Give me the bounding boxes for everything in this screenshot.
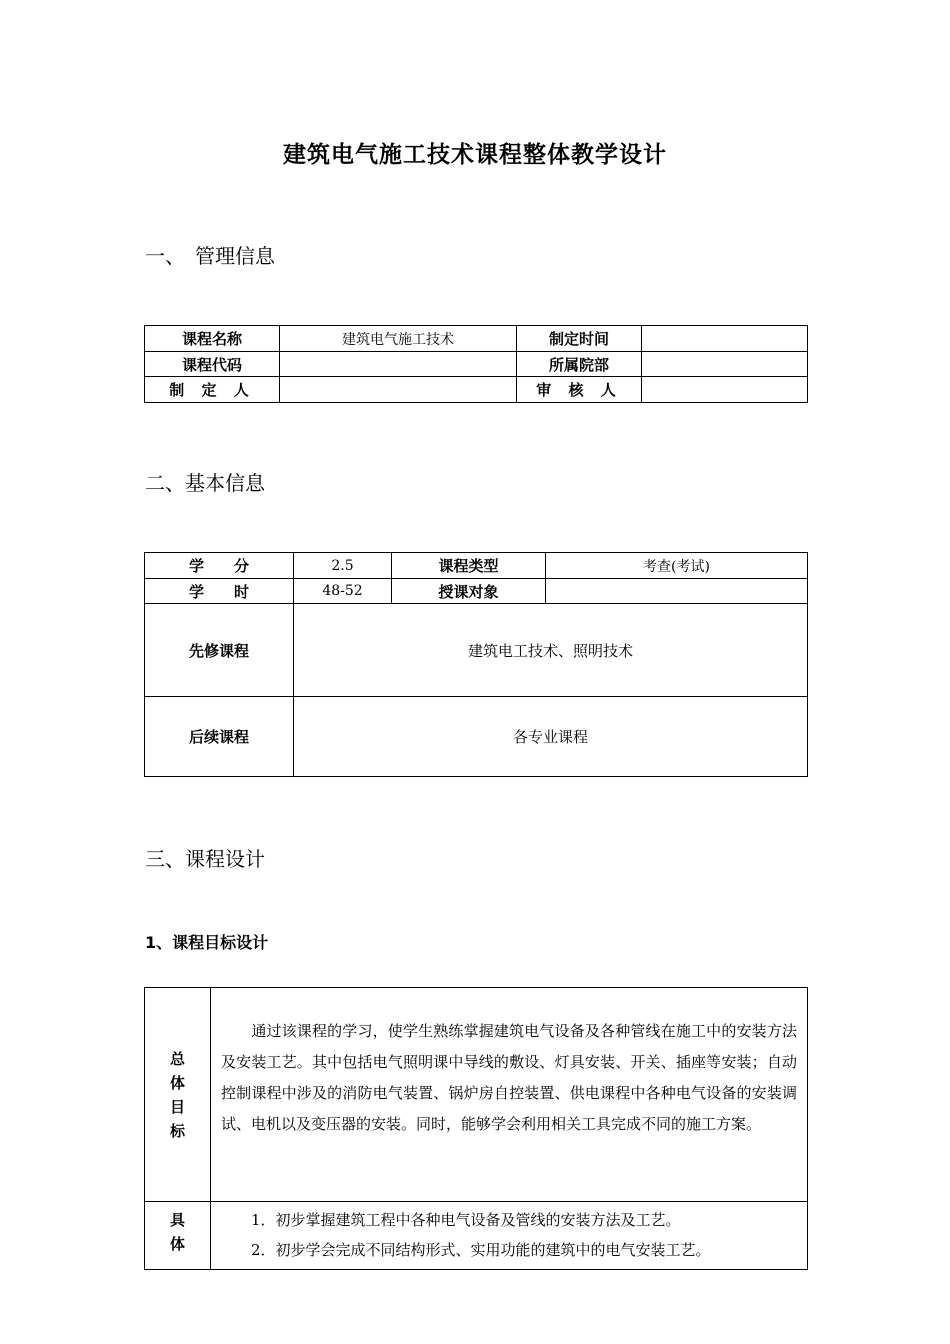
overall-goal-label-char: 体 [169,1073,185,1092]
made-time-value [642,326,808,352]
dept-value [642,352,808,377]
made-time-label: 制定时间 [517,326,642,352]
specific-goal-item: 1．初步掌握建筑工程中各种电气设备及管线的安装方法及工艺。 [251,1211,681,1229]
specific-goal-list [211,1202,808,1270]
prereq-label: 先修课程 [145,604,294,697]
prereq-value: 建筑电工技术、照明技术 [294,604,808,697]
overall-goal-label-char: 标 [169,1121,185,1140]
section-heading-management: 一、 管理信息 [145,244,275,268]
course-code-label: 课程代码 [145,352,280,377]
course-name-value: 建筑电气施工技术 [280,326,517,352]
hours-value: 48-52 [294,579,392,604]
section-heading-basic: 二、基本信息 [145,471,265,495]
hours-label: 学 时 [145,579,294,604]
specific-goal-label-char: 具 [169,1211,185,1229]
maker-value [280,377,517,403]
maker-label: 制 定 人 [145,377,280,403]
dept-label: 所属院部 [517,352,642,377]
course-code-value [280,352,517,377]
specific-goal-item: 2．初步学会完成不同结构形式、实用功能的建筑中的电气安装工艺。 [251,1241,711,1259]
subsection-heading-goals: 1、课程目标设计 [145,933,269,952]
section-heading-design: 三、课程设计 [145,847,265,871]
reviewer-label: 审 核 人 [517,377,642,403]
reviewer-value [642,377,808,403]
course-type-label: 课程类型 [392,553,546,579]
audience-value [546,579,808,604]
credit-label: 学 分 [145,553,294,579]
course-name-label: 课程名称 [145,326,280,352]
specific-goal-label-char: 体 [169,1235,185,1253]
audience-label: 授课对象 [392,579,546,604]
basic-info-table [144,552,808,777]
course-type-value: 考查(考试) [546,553,808,579]
overall-goal-label [145,988,211,1202]
overall-goal-paragraph: 通过该课程的学习，使学生熟练掌握建筑电气设备及各种管线在施工中的安装方法及安装工艺。其中包括电气照明课中导线的敷设、灯具安装、开关、插座等安装；自动控制课程中涉及的消防电气装置、锅炉房自控装置、供电课程中各种电气设备的安装调试、电机以及变压器的安装。同时，能够学会利用相关工具完成不同的施工方案。 [221,1022,797,1133]
overall-goal-label-char: 总 [169,1049,185,1068]
course-goal-table [144,987,808,1270]
specific-goal-label [145,1202,211,1270]
document-title: 建筑电气施工技术课程整体教学设计 [283,142,667,168]
management-info-table [144,325,808,403]
overall-goal-text [211,988,808,1202]
followup-label: 后续课程 [145,697,294,777]
overall-goal-label-char: 目 [169,1097,185,1116]
followup-value: 各专业课程 [294,697,808,777]
credit-value: 2.5 [294,553,392,579]
